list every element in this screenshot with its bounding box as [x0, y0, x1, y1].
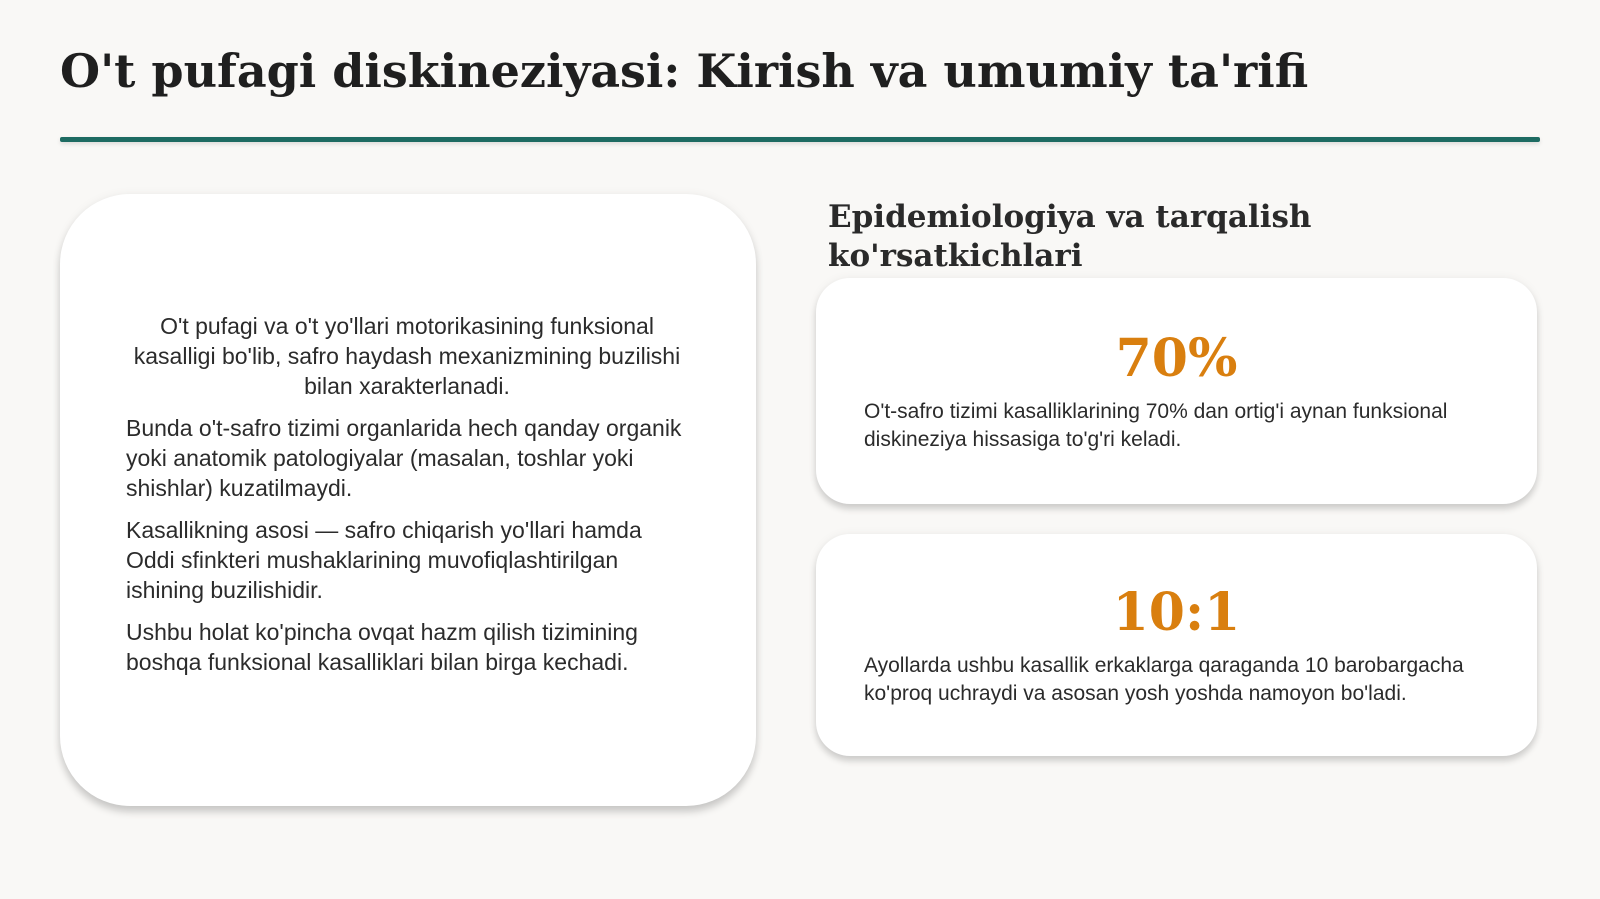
- stat-card-prevalence: [816, 278, 1537, 504]
- definition-card: [60, 194, 756, 806]
- epidemiology-heading: Epidemiologiya va tarqalish ko'rsatkichlari: [828, 199, 1312, 274]
- stat-description-prevalence: O't-safro tizimi kasalliklarining 70% dan ortig'i aynan funksional diskineziya hissasiga to'g'ri keladi.: [864, 400, 1448, 451]
- stat-description-sex-ratio: Ayollarda ushbu kasallik erkaklarga qaraganda 10 barobargacha ko'proq uchraydi va asosan yosh yoshda namoyon bo'ladi.: [864, 654, 1464, 705]
- title-divider: [60, 137, 1540, 142]
- stat-value-prevalence: 70%: [1115, 328, 1238, 389]
- definition-paragraph-basis: Kasallikning asosi — safro chiqarish yo'llari hamda Oddi sfinkteri mushaklarining muvofiqlashtirilgan ishining buzilishidir.: [126, 517, 642, 603]
- definition-paragraph-comorbidity: Ushbu holat ko'pincha ovqat hazm qilish tizimining boshqa funksional kasalliklari bilan birga kechadi.: [126, 619, 638, 675]
- definition-lead: O't pufagi va o't yo'llari motorikasining funksional kasalligi bo'lib, safro haydash mexanizmining buzilishi bilan xarakterlanadi.: [133, 313, 681, 399]
- stat-value-sex-ratio: 10:1: [1112, 582, 1241, 643]
- page-title: O't pufagi diskineziyasi: Kirish va umumiy ta'rifi: [60, 44, 1309, 98]
- definition-paragraph-organic: Bunda o't-safro tizimi organlarida hech qanday organik yoki anatomik patologiyalar (masalan, toshlar yoki shishlar) kuzatilmaydi.: [126, 415, 682, 501]
- stat-card-sex-ratio: [816, 534, 1537, 756]
